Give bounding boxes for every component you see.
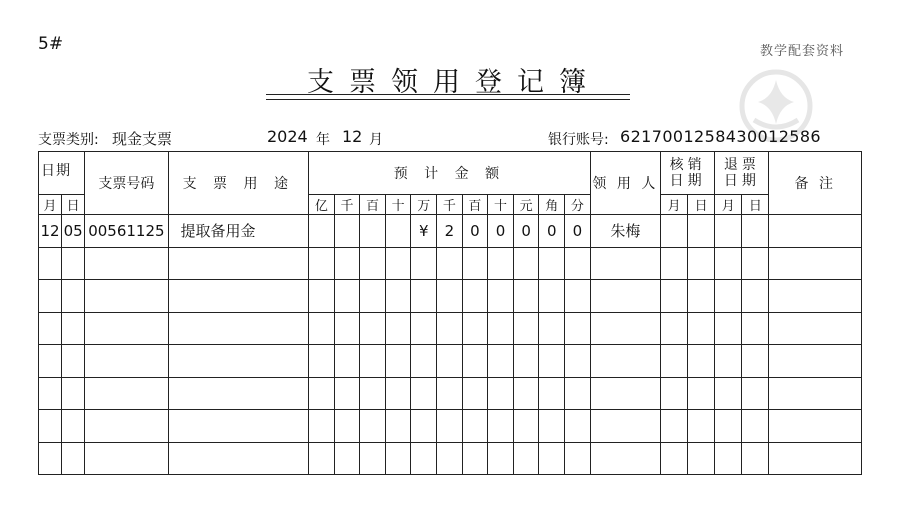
row-digit: [334, 215, 360, 248]
header-writeoff-day: 日: [688, 195, 715, 215]
empty-cell: [437, 345, 463, 378]
header-writeoff-month: 月: [661, 195, 688, 215]
empty-cell: [590, 377, 660, 410]
digit-header: 万: [411, 195, 437, 215]
empty-cell: [437, 377, 463, 410]
empty-cell: [488, 377, 514, 410]
table-row-empty: [39, 377, 862, 410]
empty-cell: [513, 442, 539, 475]
empty-cell: [334, 410, 360, 443]
year-unit: 年: [316, 132, 330, 148]
empty-cell: [769, 312, 862, 345]
empty-cell: [539, 442, 565, 475]
empty-cell: [539, 377, 565, 410]
empty-cell: [360, 377, 386, 410]
cheque-type-value: 现金支票: [112, 130, 173, 148]
empty-cell: [742, 442, 769, 475]
empty-cell: [62, 410, 85, 443]
empty-cell: [39, 345, 62, 378]
empty-cell: [488, 280, 514, 313]
empty-cell: [385, 312, 411, 345]
empty-cell: [309, 377, 335, 410]
empty-cell: [309, 247, 335, 280]
header-purpose: 支 票 用 途: [168, 152, 309, 215]
empty-cell: [411, 312, 437, 345]
empty-cell: [62, 312, 85, 345]
empty-cell: [661, 377, 688, 410]
row-digit: ¥: [411, 215, 437, 248]
row-digit: [309, 215, 335, 248]
empty-cell: [513, 312, 539, 345]
empty-cell: [411, 442, 437, 475]
row-digit: [360, 215, 386, 248]
row-digit: 2: [437, 215, 463, 248]
header-month: 月: [39, 195, 62, 215]
empty-cell: [590, 312, 660, 345]
empty-cell: [334, 442, 360, 475]
empty-cell: [360, 247, 386, 280]
empty-cell: [565, 247, 591, 280]
empty-cell: [39, 377, 62, 410]
row-digit: [385, 215, 411, 248]
empty-cell: [769, 377, 862, 410]
row-digit: 0: [513, 215, 539, 248]
empty-cell: [462, 280, 488, 313]
header-writeoff-date: 核销日期: [661, 152, 715, 195]
empty-cell: [513, 410, 539, 443]
empty-cell: [688, 442, 715, 475]
empty-cell: [437, 312, 463, 345]
header-day: 日: [62, 195, 85, 215]
empty-cell: [360, 280, 386, 313]
digit-header: 亿: [309, 195, 335, 215]
empty-cell: [334, 280, 360, 313]
row-refund-day: [742, 215, 769, 248]
row-digit: 0: [462, 215, 488, 248]
empty-cell: [513, 280, 539, 313]
empty-cell: [769, 442, 862, 475]
empty-cell: [39, 442, 62, 475]
empty-cell: [715, 312, 742, 345]
header-amount: 预 计 金 额: [309, 152, 591, 195]
header-date: 日期: [39, 152, 85, 195]
empty-cell: [715, 377, 742, 410]
empty-cell: [85, 410, 168, 443]
empty-cell: [590, 345, 660, 378]
digit-header: 元: [513, 195, 539, 215]
page-title: 支票领用登记簿: [307, 67, 601, 98]
empty-cell: [360, 442, 386, 475]
title-underline-bottom: [266, 99, 630, 100]
digit-header: 十: [488, 195, 514, 215]
empty-cell: [334, 312, 360, 345]
empty-cell: [85, 442, 168, 475]
empty-cell: [309, 442, 335, 475]
empty-cell: [39, 247, 62, 280]
ledger-table: [38, 151, 862, 475]
empty-cell: [688, 377, 715, 410]
empty-cell: [661, 442, 688, 475]
table-row: [39, 215, 862, 248]
empty-cell: [769, 345, 862, 378]
row-refund-month: [715, 215, 742, 248]
empty-cell: [385, 410, 411, 443]
empty-cell: [715, 442, 742, 475]
table-row-empty: [39, 410, 862, 443]
empty-cell: [437, 442, 463, 475]
empty-cell: [462, 410, 488, 443]
empty-cell: [309, 280, 335, 313]
empty-cell: [769, 410, 862, 443]
empty-cell: [742, 312, 769, 345]
header-cheque-number: 支票号码: [85, 152, 168, 215]
empty-cell: [39, 280, 62, 313]
empty-cell: [168, 280, 309, 313]
empty-cell: [462, 312, 488, 345]
empty-cell: [769, 247, 862, 280]
empty-cell: [168, 410, 309, 443]
empty-cell: [62, 345, 85, 378]
empty-cell: [769, 280, 862, 313]
empty-cell: [488, 312, 514, 345]
empty-cell: [513, 345, 539, 378]
row-writeoff-month: [661, 215, 688, 248]
empty-cell: [62, 247, 85, 280]
year-value: 2024: [267, 127, 308, 146]
row-digit: 0: [539, 215, 565, 248]
empty-cell: [715, 410, 742, 443]
empty-cell: [334, 377, 360, 410]
empty-cell: [437, 247, 463, 280]
digit-header: 角: [539, 195, 565, 215]
empty-cell: [39, 312, 62, 345]
row-remark: [769, 215, 862, 248]
empty-cell: [661, 280, 688, 313]
header-recipient: 领 用 人: [590, 152, 660, 215]
cheque-type-label: 支票类别:: [38, 132, 99, 148]
empty-cell: [539, 280, 565, 313]
empty-cell: [334, 247, 360, 280]
empty-cell: [742, 247, 769, 280]
row-month: 12: [39, 215, 62, 248]
empty-cell: [168, 312, 309, 345]
header-remark: 备 注: [769, 152, 862, 215]
empty-cell: [411, 410, 437, 443]
empty-cell: [462, 345, 488, 378]
header-refund-month: 月: [715, 195, 742, 215]
row-day: 05: [62, 215, 85, 248]
row-purpose: 提取备用金: [168, 215, 309, 248]
digit-header: 千: [437, 195, 463, 215]
empty-cell: [62, 280, 85, 313]
empty-cell: [590, 247, 660, 280]
empty-cell: [385, 345, 411, 378]
empty-cell: [411, 247, 437, 280]
empty-cell: [742, 345, 769, 378]
empty-cell: [309, 345, 335, 378]
header-refund-date: 退票日期: [715, 152, 769, 195]
empty-cell: [688, 312, 715, 345]
empty-cell: [168, 377, 309, 410]
empty-cell: [411, 377, 437, 410]
digit-header: 百: [462, 195, 488, 215]
empty-cell: [39, 410, 62, 443]
empty-cell: [488, 410, 514, 443]
empty-cell: [590, 442, 660, 475]
empty-cell: [565, 312, 591, 345]
empty-cell: [661, 312, 688, 345]
empty-cell: [334, 345, 360, 378]
empty-cell: [565, 377, 591, 410]
empty-cell: [437, 410, 463, 443]
empty-cell: [85, 280, 168, 313]
empty-cell: [385, 280, 411, 313]
empty-cell: [360, 312, 386, 345]
empty-cell: [513, 377, 539, 410]
empty-cell: [360, 345, 386, 378]
empty-cell: [742, 377, 769, 410]
empty-cell: [688, 247, 715, 280]
empty-cell: [385, 247, 411, 280]
table-row-empty: [39, 345, 862, 378]
empty-cell: [688, 345, 715, 378]
empty-cell: [462, 442, 488, 475]
empty-cell: [411, 280, 437, 313]
empty-cell: [539, 345, 565, 378]
header-refund-day: 日: [742, 195, 769, 215]
empty-cell: [488, 442, 514, 475]
empty-cell: [590, 280, 660, 313]
empty-cell: [661, 345, 688, 378]
empty-cell: [360, 410, 386, 443]
empty-cell: [661, 410, 688, 443]
empty-cell: [661, 247, 688, 280]
table-row-empty: [39, 312, 862, 345]
title-underline-top: [266, 94, 630, 95]
brand-label: 教学配套资料: [760, 44, 845, 59]
empty-cell: [168, 247, 309, 280]
empty-cell: [462, 247, 488, 280]
empty-cell: [565, 442, 591, 475]
month-unit: 月: [369, 132, 383, 148]
empty-cell: [168, 345, 309, 378]
empty-cell: [62, 377, 85, 410]
empty-cell: [539, 247, 565, 280]
empty-cell: [715, 345, 742, 378]
empty-cell: [565, 280, 591, 313]
digit-header: 分: [565, 195, 591, 215]
empty-cell: [309, 410, 335, 443]
empty-cell: [462, 377, 488, 410]
empty-cell: [539, 410, 565, 443]
empty-cell: [688, 410, 715, 443]
digit-header: 千: [334, 195, 360, 215]
row-writeoff-day: [688, 215, 715, 248]
corner-number: 5#: [38, 34, 64, 54]
digit-header: 百: [360, 195, 386, 215]
empty-cell: [385, 377, 411, 410]
empty-cell: [85, 377, 168, 410]
empty-cell: [85, 345, 168, 378]
empty-cell: [62, 442, 85, 475]
empty-cell: [411, 345, 437, 378]
table-row-empty: [39, 247, 862, 280]
empty-cell: [85, 312, 168, 345]
empty-cell: [488, 247, 514, 280]
digit-header: 十: [385, 195, 411, 215]
empty-cell: [437, 280, 463, 313]
month-value: 12: [342, 127, 363, 146]
row-recipient: 朱梅: [590, 215, 660, 248]
empty-cell: [715, 280, 742, 313]
bank-account-label: 银行账号:: [548, 132, 609, 148]
bank-account-value: 6217001258430012586: [620, 127, 822, 146]
empty-cell: [488, 345, 514, 378]
empty-cell: [168, 442, 309, 475]
empty-cell: [590, 410, 660, 443]
table-row-empty: [39, 442, 862, 475]
empty-cell: [513, 247, 539, 280]
empty-cell: [539, 312, 565, 345]
empty-cell: [565, 410, 591, 443]
row-digit: 0: [565, 215, 591, 248]
empty-cell: [715, 247, 742, 280]
empty-cell: [742, 410, 769, 443]
empty-cell: [385, 442, 411, 475]
empty-cell: [309, 312, 335, 345]
row-cheque-number: 00561125: [85, 215, 168, 248]
empty-cell: [742, 280, 769, 313]
empty-cell: [688, 280, 715, 313]
row-digit: 0: [488, 215, 514, 248]
empty-cell: [565, 345, 591, 378]
empty-cell: [85, 247, 168, 280]
table-row-empty: [39, 280, 862, 313]
